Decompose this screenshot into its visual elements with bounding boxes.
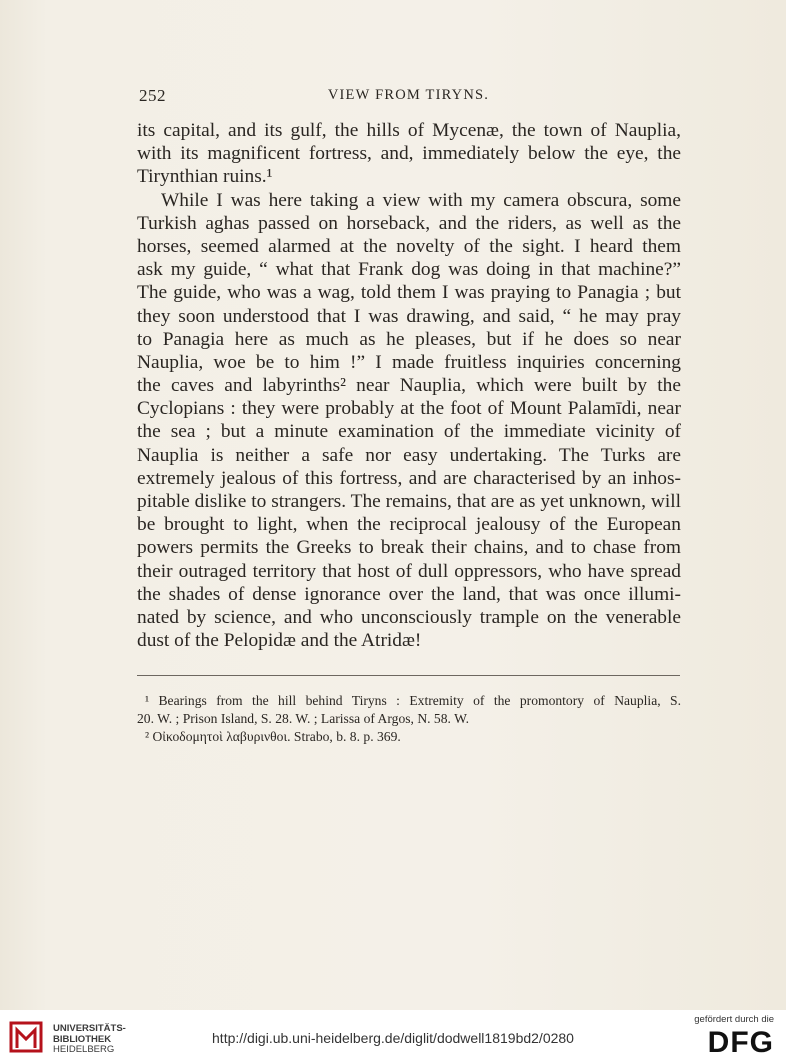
library-name-line: BIBLIOTHEK [53,1033,112,1045]
footnotes [137,692,681,746]
text-line: the shades of dense ignorance over the land, that was once illumi- [137,583,681,605]
permalink-url[interactable]: http://digi.ub.uni-heidelberg.de/diglit/dodwell1819bd2/0280 [212,1030,574,1046]
footnote-line: 20. W. ; Prison Island, S. 28. W. ; Larissa of Argos, N. 58. W. [137,711,470,726]
dfg-logo[interactable]: DFG [707,1026,774,1059]
text-line: The guide, who was a wag, told them I was praying to Panagia ; but [137,282,681,304]
page-header [137,86,680,108]
text-line: Nauplia is neither a safe nor easy undertaking. The Turks are [137,444,681,466]
text-line: with its magnificent fortress, and, immediately below the eye, the [137,143,681,165]
funded-by-label: gefördert durch die [694,1014,774,1025]
text-line: While I was here taking a view with my camera obscura, some [161,189,681,211]
text-line: to Panagia here as much as he pleases, but if he does so near [137,328,681,350]
footnote-line: ² Οἰκοδομητοὶ λαβυρινθοι. Strabo, b. 8. p. 369. [145,729,401,744]
text-line: dust of the Pelopidæ and the Atridæ! [137,630,422,652]
text-line: extremely jealous of this fortress, and are characterised by an inhos- [137,467,681,489]
body-text [137,119,681,652]
running-head: VIEW FROM TIRYNS. [327,87,490,103]
footnote-divider [137,675,680,676]
text-line: their outraged territory that host of dull oppressors, who have spread [137,560,681,582]
text-line: powers permits the Greeks to break their chains, and to chase from [137,537,681,559]
page-number: 252 [139,86,166,105]
text-line: pitable dislike to strangers. The remains, that are as yet unknown, will [137,491,681,512]
text-line: Tirynthian ruins.¹ [137,166,273,188]
library-name-line: UNIVERSITÄTS- [53,1023,126,1034]
text-line: the sea ; but a minute examination of the immediate vicinity of [137,421,681,443]
text-line: its capital, and its gulf, the hills of Mycenæ, the town of Nauplia, [137,120,681,141]
text-line: the caves and labyrinths² near Nauplia, which were built by the [137,375,681,397]
footnote-line: ¹ Bearings from the hill behind Tiryns : Extremity of the promontory of Nauplia, S. [145,693,681,708]
library-name-line: HEIDELBERG [53,1044,115,1055]
text-line: ask my guide, “ what that Frank dog was doing in that machine?” [137,259,681,281]
text-line: be brought to light, when the reciprocal jealousy of the European [137,514,681,536]
text-line: horses, seemed alarmed at the novelty of the sight. I heard them [137,235,681,257]
text-line: Nauplia, woe be to him !” I made fruitless inquiries concerning [137,351,681,373]
text-line: Cyclopians : they were probably at the foot of Mount Palamīdi, near [137,398,681,420]
text-line: Turkish aghas passed on horseback, and the riders, as well as the [137,212,681,234]
text-line: they soon understood that I was drawing, and said, “ he may pray [137,305,681,327]
text-line: nated by science, and who unconsciously trample on the venerable [137,606,681,628]
viewer-footer [0,1010,786,1063]
